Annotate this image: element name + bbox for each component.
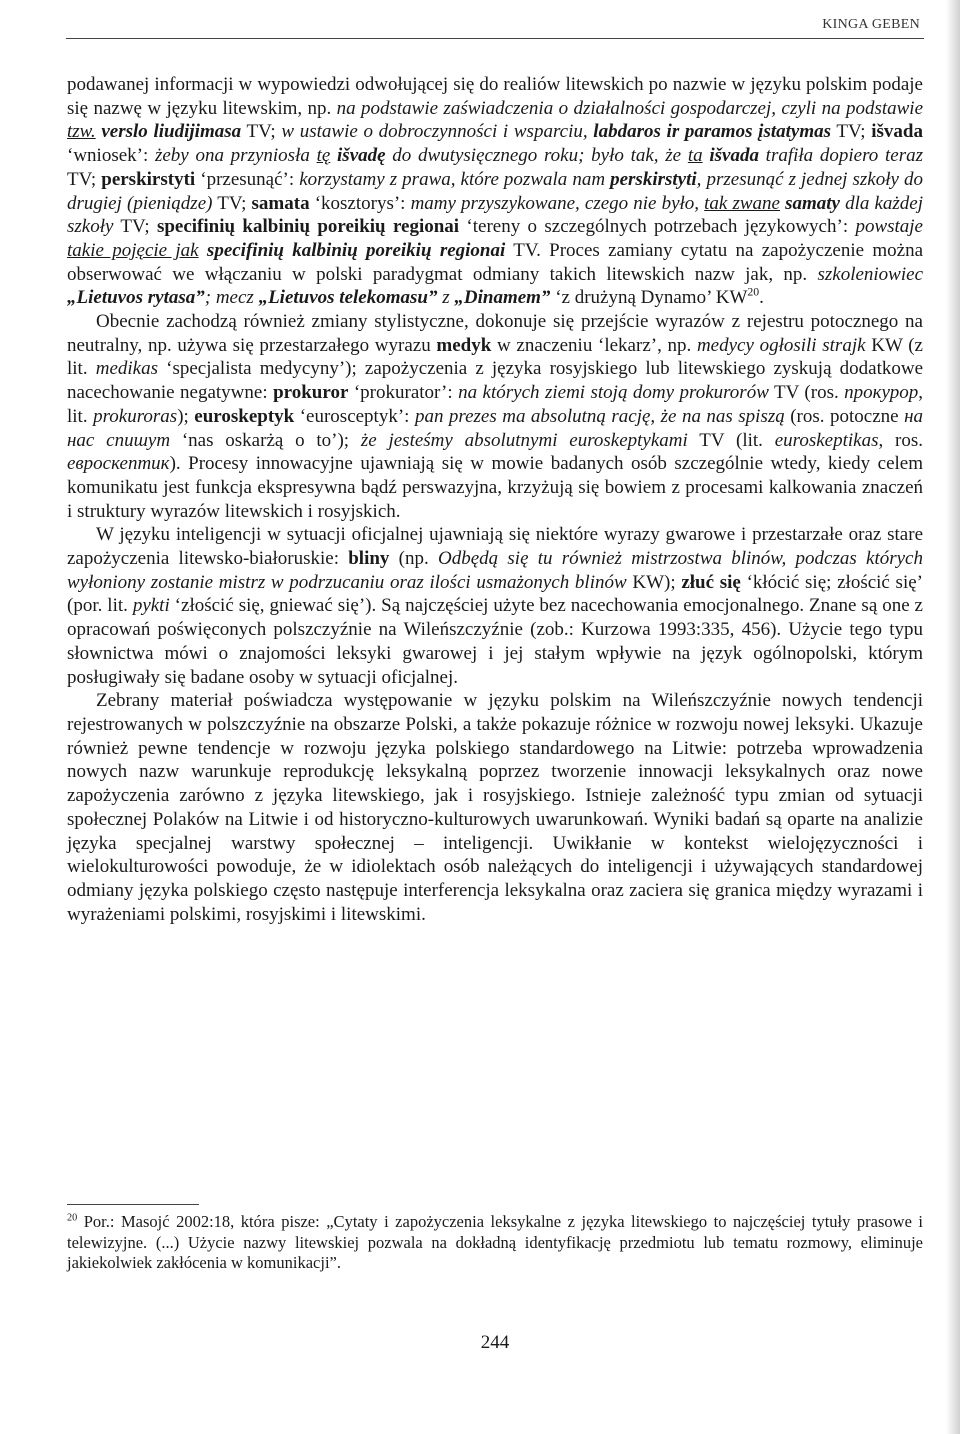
example-quote: na których ziemi stoją domy prokurorów — [458, 382, 769, 404]
text-run: (ros. potoczne — [784, 405, 905, 427]
text-run: W języku inteligencji w sytuacji oficjalnej ujawniają się niektóre wyrazy gwarowe i przestarzałe oraz stare zapożyczenia litewsko-białoruskie: — [67, 524, 923, 570]
example-quote: ; mecz — [204, 287, 259, 309]
main-text — [67, 73, 923, 926]
footnote-rule — [67, 1204, 199, 1205]
example-quote: żeby ona przyniosła — [154, 145, 317, 167]
footnote — [67, 1212, 923, 1274]
lithuanian-term: specifinių kalbinių poreikių regionai — [206, 239, 506, 261]
gloss: ‘tereny o szczególnych potrzebach językowych’: — [459, 216, 856, 238]
example-quote: pan prezes ma absolutną rację, że na nas spiszą — [414, 405, 785, 427]
example-quote: mamy przyszykowane, czego nie było, — [410, 192, 705, 214]
gloss: ‘wniosek’: — [67, 145, 155, 167]
source-tag: TV; — [67, 168, 102, 190]
source-tag: TV; — [831, 121, 872, 143]
gloss: ‘z drużyną Dynamo’ KW — [550, 287, 748, 309]
page-number: 244 — [480, 1332, 510, 1353]
text-run — [199, 240, 207, 261]
footnote-reference[interactable]: 20 — [747, 286, 760, 299]
gloss: ‘kłócić się; złościć się’ (por. lit. — [67, 571, 923, 617]
paragraph-4: Zebrany materiał poświadcza występowanie w języku polskim na Wileńszczyźnie nowych tendencji rejestrowanych w polszczyźnie na obszarze Polski, a także pokazuje różnice w rozwoju nowej leksyki. Ukazuje również pewne tendencje w rozwoju języka polskiego standardowego na Litwie: potrzeba wprowadzenia nowych nazw warunkuje reprodukcję leksykalną poprzez tworzenie innowacji leksykalnych oraz nowe zapożyczenia zarówno z języka litewskiego, jak i rosyjskiego. Istnieje zależność typu zmian od sytuacji społecznej Polaków na Litwie i od historyczno-kulturowych uwarunkowań. Wyniki badań są oparte na analizie języka specjalnej warstwy społecznej – inteligencji. Uwikłanie w kontekst wielojęzyczności i wielokulturowości powoduje, że w idiolektach osób należących do inteligencji i używających standardowej odmiany języka polskiego często następuje interferencja leksykalna oraz zaciera się granica między wyrazami i wyrażeniami polskimi, rosyjskimi i litewskimi. — [67, 690, 923, 925]
lithuanian-term: pykti — [132, 595, 170, 617]
example-quote: w ustawie o dobroczynności i wsparciu, — [281, 121, 594, 143]
paragraph-2 — [67, 310, 923, 523]
example-quote: medycy ogłosili strajk — [696, 334, 866, 356]
text-run: . — [759, 287, 764, 309]
text-run: , ros. — [878, 429, 924, 451]
source-tag: TV; — [212, 192, 252, 214]
example-quote-underlined: takie pojęcie jak — [67, 239, 199, 261]
gloss: ‘eurosceptyk’: — [294, 405, 415, 427]
text-run: TV (ros. — [768, 382, 845, 404]
text-run: ). Procesy innowacyjne ujawniają się w mowie badanych osób szczególnie wtedy, kiedy celem komunikatu jest funkcja ekspresywna bądź perswazyjna, krzyżują się bowiem z procesami kalkowania znaczeń i struktury wyrazów litewskich i rosyjskich. — [67, 453, 923, 522]
example-quote: trafiła dopiero teraz — [758, 145, 924, 167]
headword: išvada — [871, 121, 923, 143]
headword: euroskeptyk — [194, 405, 295, 427]
paragraph-3 — [67, 523, 923, 689]
example-quote: do dwutysięcznego roku; było tak, że — [385, 145, 688, 167]
example-quote: na podstawie zaświadczenia o działalności gospodarczej, czyli na podstawie — [336, 97, 923, 119]
example-quote-underlined: tę — [316, 145, 331, 167]
lithuanian-term: verslo liudijimasa — [101, 121, 242, 143]
text-run: ‘złościć się, gniewać się’). Są najczęściej użyte bez nacechowania emocjonalnego. Znane są one z opracowań poświęconych polszczyźnie na Wileńszczyźnie (zob.: Kurzowa 1993:335, 456). Użycie tego typu słownictwa mówi o znajomości leksyki gwarowej i jej stałym wpływie na język ogólnopolski, którym posługiwały się badane osoby w sytuacji oficjalnej. — [67, 595, 923, 688]
lithuanian-term: išvada — [709, 145, 759, 167]
example-quote-underlined: ta — [687, 145, 703, 167]
text-run: , lit. — [67, 382, 923, 427]
paragraph-1 — [67, 73, 923, 310]
russian-term: на нас спишут — [67, 405, 923, 451]
example-quote: korzystamy z prawa, które pozwala nam — [299, 168, 611, 190]
lithuanian-term: perskirstyti — [610, 168, 697, 190]
example-quote-underlined: tzw. — [67, 121, 96, 143]
lithuanian-term: labdaros ir paramos įstatymas — [593, 121, 832, 143]
lithuanian-term: „Dinamem” — [454, 287, 551, 309]
gloss: ‘nas oskarżą o to’); — [170, 429, 361, 451]
footnote-20 — [67, 1212, 923, 1274]
footnote-text: Por.: Masojć 2002:18, która pisze: „Cytaty i zapożyczenia leksykalne z języka litewskiego to najczęściej tytuły prasowe i telewizyjne. (...) Użycie nazwy litewskiej pozwala na dokładną identyfikację przedmiotu lub tematu rozmowy, eliminuje jakiekolwiek zakłócenia w komunikacji”. — [67, 1212, 923, 1272]
text-run: KW (z lit. — [67, 334, 923, 380]
example-quote: szkoleniowiec — [817, 263, 923, 285]
text-run: ); — [177, 405, 195, 427]
text-run: (np. — [389, 548, 438, 570]
gloss: ‘przesunąć’: — [195, 168, 300, 190]
headword: specifinių kalbinių poreikių regionai — [156, 216, 460, 238]
headword: medyk — [436, 334, 492, 356]
lithuanian-term: „Lietuvos rytasa” — [67, 287, 205, 309]
headword: prokuror — [273, 382, 349, 404]
text-run: w znaczeniu ‘lekarz’, np. — [491, 334, 697, 356]
lithuanian-term: prokuroras — [93, 405, 178, 427]
lithuanian-term: „Lietuvos telekomasu” — [258, 287, 438, 309]
text-run: KW); — [626, 571, 682, 593]
example-quote: z — [437, 287, 455, 309]
example-quote: Odbędą się tu również mistrzostwa blinów, podczas których wyłoniony zostanie mistrz w podrzucaniu oraz ilości usmażonych blinów — [67, 548, 923, 593]
example-quote-underlined: tak zwane — [704, 192, 780, 214]
headword: bliny — [348, 548, 390, 570]
text-run: Obecnie zachodzą również zmiany stylistyczne, dokonuje się przejście wyrazów z rejestru potocznego na neutralny, np. używa się przestarzałego wyrazu — [67, 311, 923, 356]
russian-term: прокурор — [844, 382, 919, 404]
footnote-number: 20 — [67, 1212, 78, 1224]
source-tag: TV; — [113, 216, 157, 238]
headword: złuć się — [681, 571, 741, 593]
gloss: ‘prokurator’: — [348, 382, 459, 404]
text-run: TV. Proces zamiany cytatu na zapożyczenie można obserwować we włączaniu w polski paradygmat odmiany takich litewskich nazw jak, np. — [67, 239, 924, 285]
example-quote: , przesunąć z jednej szkoły do drugiej (pieniądze) — [67, 168, 923, 214]
text-run: TV (lit. — [687, 429, 775, 451]
header-rule — [66, 38, 924, 39]
lithuanian-term: samaty — [785, 192, 840, 214]
page-edge-shadow — [946, 0, 960, 1434]
headword: perskirstyti — [101, 168, 196, 190]
lithuanian-term: euroskeptikas — [774, 429, 879, 451]
lithuanian-term: išvadę — [337, 145, 386, 167]
text-run: podawanej informacji w wypowiedzi odwołującej się do realiów litewskich po nazwie w języku polskim podaje się nazwę w języku litewskim, np. — [67, 74, 923, 119]
gloss: ‘kosztorys’: — [309, 192, 411, 214]
text-run: ‘specjalista medycyny’); zapożyczenia z języka rosyjskiego lub litewskiego zyskują dodatkowe nacechowanie negatywne: — [67, 358, 923, 404]
example-quote: dla każdej szkoły — [67, 192, 924, 238]
example-quote: że jesteśmy absolutnymi euroskeptykami — [360, 429, 688, 451]
example-quote: powstaje — [855, 216, 923, 238]
russian-term: евроскептик — [67, 453, 170, 475]
source-tag: TV; — [241, 121, 282, 143]
headword: samata — [251, 192, 310, 214]
lithuanian-term: medikas — [95, 358, 158, 380]
running-head-author: KINGA GEBEN — [822, 17, 920, 32]
